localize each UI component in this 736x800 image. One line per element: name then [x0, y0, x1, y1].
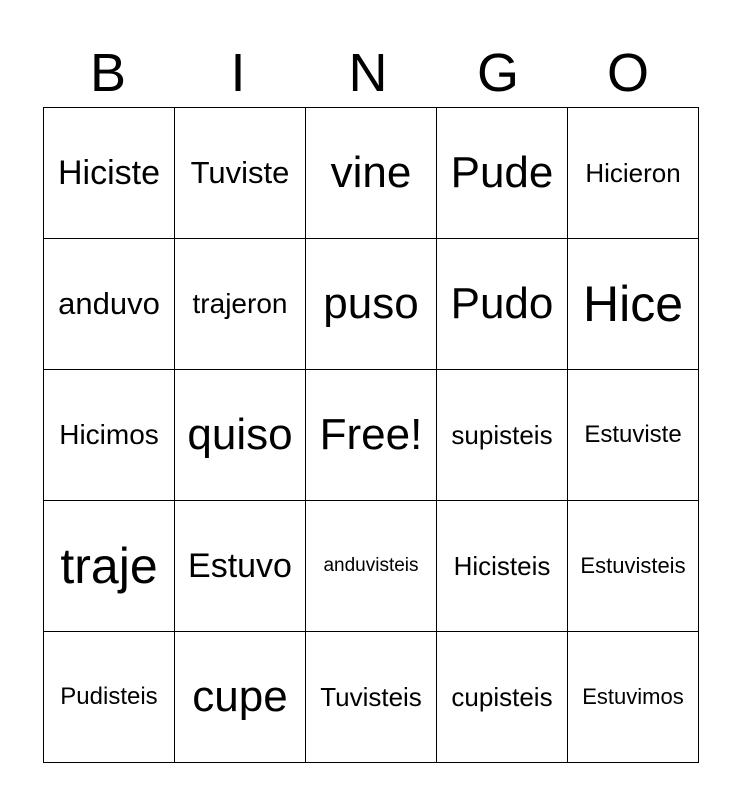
bingo-cell[interactable]: Estuvo [175, 501, 306, 632]
bingo-cell[interactable]: trajeron [175, 239, 306, 370]
bingo-cell[interactable]: Hicisteis [437, 501, 568, 632]
card-row [44, 632, 699, 763]
bingo-cell[interactable]: Estuvisteis [568, 501, 699, 632]
bingo-cell[interactable]: quiso [175, 370, 306, 501]
bingo-cell[interactable]: Hicieron [568, 108, 699, 239]
bingo-cell[interactable]: vine [306, 108, 437, 239]
header-letter-n: N [348, 43, 388, 103]
bingo-header [43, 38, 693, 108]
bingo-cell[interactable]: anduvisteis [306, 501, 437, 632]
bingo-cell[interactable]: Pudo [437, 239, 568, 370]
header-letter-o: O [606, 43, 649, 103]
card-row [44, 108, 699, 239]
bingo-cell[interactable]: puso [306, 239, 437, 370]
bingo-cell[interactable]: Hicimos [44, 370, 175, 501]
bingo-cell[interactable]: Hiciste [44, 108, 175, 239]
card-row [44, 239, 699, 370]
bingo-cell[interactable]: cupe [175, 632, 306, 763]
header-letter-g: G [476, 43, 519, 103]
bingo-cell[interactable]: Pude [437, 108, 568, 239]
bingo-cell[interactable]: Tuviste [175, 108, 306, 239]
bingo-cell[interactable]: Estuviste [568, 370, 699, 501]
bingo-cell[interactable]: Pudisteis [44, 632, 175, 763]
bingo-cell[interactable]: cupisteis [437, 632, 568, 763]
bingo-cell-free[interactable]: Free! [306, 370, 437, 501]
card-row [44, 501, 699, 632]
bingo-cell[interactable]: Hice [568, 239, 699, 370]
header-letter-i: I [230, 43, 246, 103]
bingo-cell[interactable]: Tuvisteis [306, 632, 437, 763]
bingo-cell[interactable]: supisteis [437, 370, 568, 501]
bingo-cell[interactable]: Estuvimos [568, 632, 699, 763]
bingo-cell[interactable]: anduvo [44, 239, 175, 370]
header-letter-b: B [89, 43, 127, 103]
card-row [44, 370, 699, 501]
bingo-card [43, 107, 699, 763]
bingo-cell[interactable]: traje [44, 501, 175, 632]
